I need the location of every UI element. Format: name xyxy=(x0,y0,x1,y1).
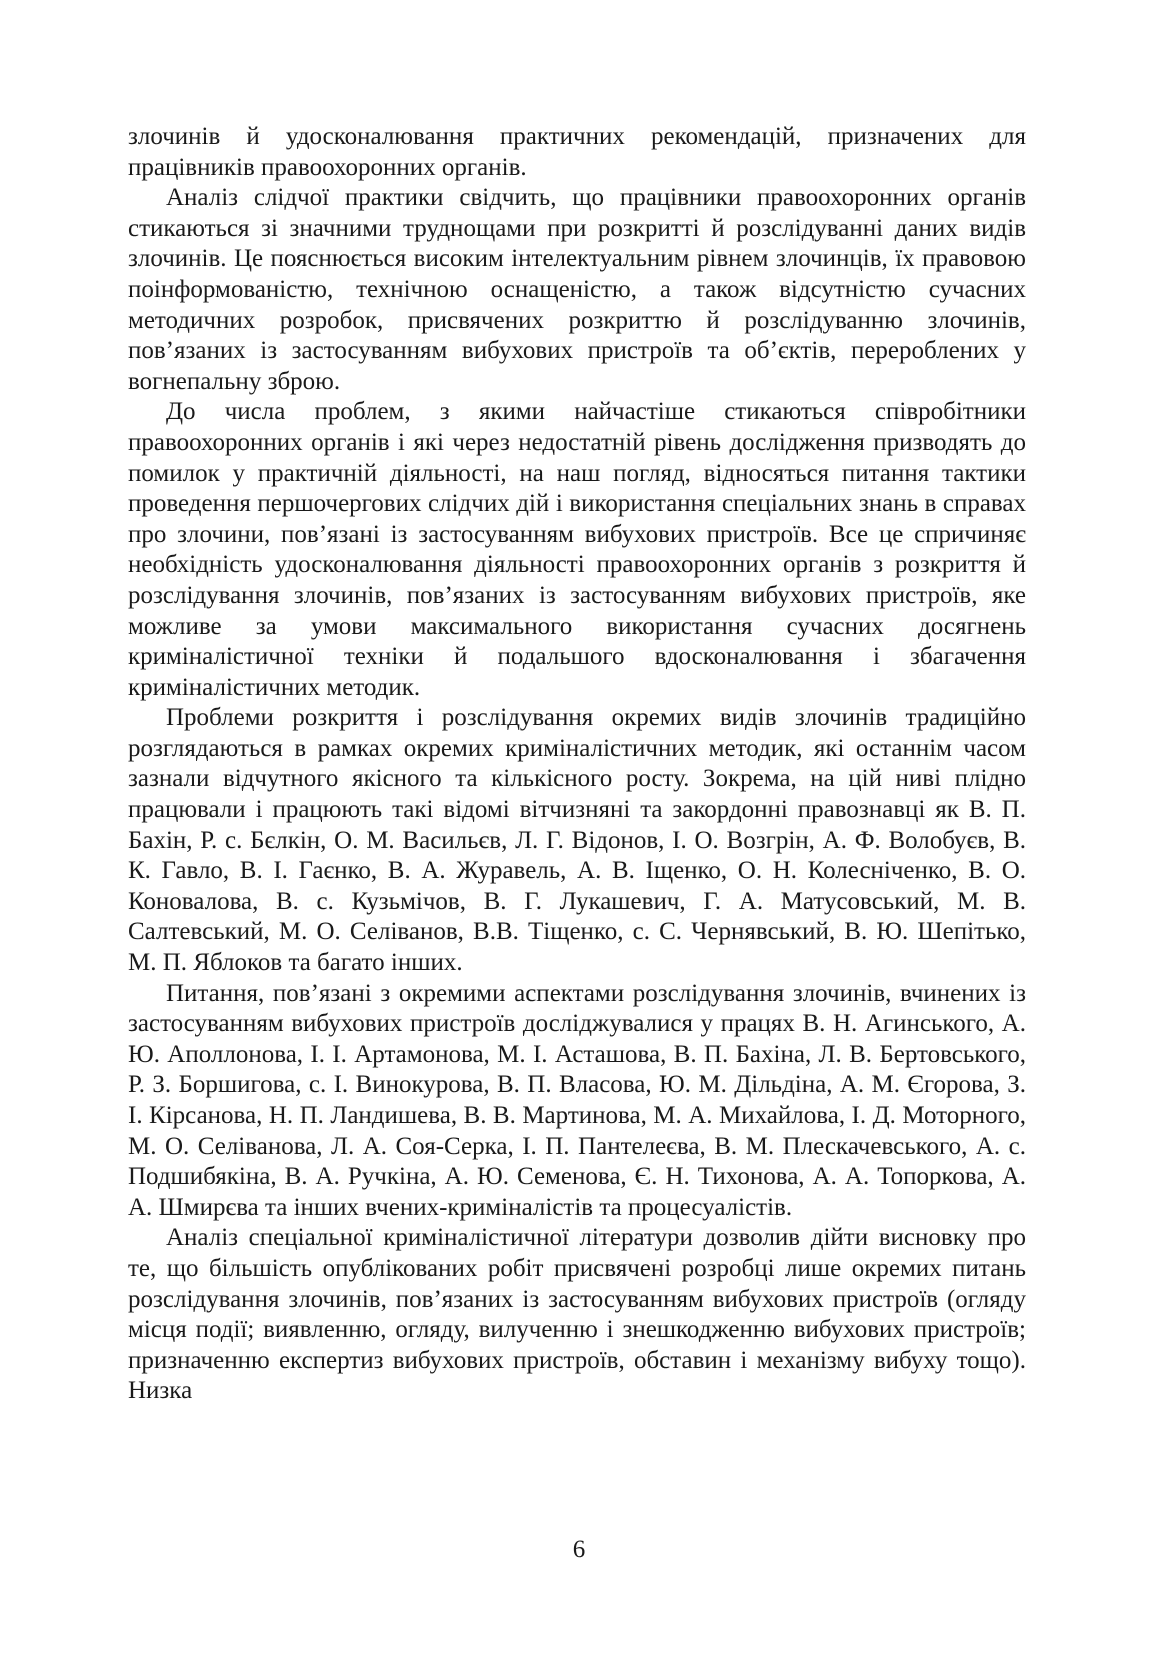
paragraph-practice-analysis: Аналіз слідчої практики свідчить, що працівники правоохоронних органів стикаються зі значними труднощами при розкритті й розслідуванні даних видів злочинів. Це пояснюється високим інтелектуальним рівнем злочинців, їх правовою поінформованістю, технічною оснащеністю, а також відсутністю сучасних методичних розробок, присвячених розкриттю й розслідуванню злочинів, пов’язаних із застосуванням вибухових пристроїв та об’єктів, перероблених у вогнепальну зброю. xyxy=(128,184,1026,395)
paragraph-continuation: злочинів й удосконалювання практичних рекомендацій, призначених для працівників правоохоронних органів. xyxy=(128,123,1026,181)
page-number: 6 xyxy=(572,1536,586,1563)
paragraph-problems: До числа проблем, з якими найчастіше стикаються співробітники правоохоронних органів і які через недостатній рівень дослідження призводять до помилок у практичній діяльності, на наш погляд, відносяться питання тактики проведення першочергових слідчих дій і використання спеціальних знань в справах про злочини, пов’язані із застосуванням вибухових пристроїв. Все це спричиняє необхідність удосконалювання діяльності правоохоронних органів з розкриття й розслідування злочинів, пов’язаних із застосуванням вибухових пристроїв, яке можливе за умови максимального використання сучасних досягнень криміналістичної техніки й подальшого вдосконалювання і збагачення криміналістичних методик. xyxy=(128,398,1026,701)
paragraph-researchers: Питання, пов’язані з окремими аспектами розслідування злочинів, вчинених із застосуванням вибухових пристроїв досліджувалися у працях В. Н. Агинського, А. Ю. Аполлонова, І. І. Артамонова, М. І. Асташова, В. П. Бахіна, Л. В. Бертовського, Р. З. Боршигова, с. І. Винокурова, В. П. Власова, Ю. М. Дільдіна, А. М. Єгорова, З. І. Кірсанова, Н. П. Ландишева, В. В. Мартинова, М. А. Михайлова, І. Д. Моторного, М. О. Селіванова, Л. А. Соя-Серка, І. П. Пантелеєва, В. М. Плескачевського, А. с. Подшибякіна, В. А. Ручкіна, А. Ю. Семенова, Є. Н. Тихонова, А. А. Топоркова, А. А. Шмирєва та інших вчених-криміналістів та процесуалістів. xyxy=(128,979,1026,1221)
paragraph-literature-analysis: Аналіз спеціальної криміналістичної літератури дозволив дійти висновку про те, що більшість опублікованих робіт присвячені розробці лише окремих питань розслідування злочинів, пов’язаних із застосуванням вибухових пристроїв (огляду місця події; виявленню, огляду, вилученню і знешкодженню вибухових пристроїв; призначенню експертиз вибухових пристроїв, обставин і механізму вибуху тощо). Низка xyxy=(128,1224,1026,1405)
body-text xyxy=(128,122,1026,1407)
paragraph-methods-scholars: Проблеми розкриття і розслідування окремих видів злочинів традиційно розглядаються в рамках окремих криміналістичних методик, які останнім часом зазнали відчутного якісного та кількісного росту. Зокрема, на цій ниві плідно працювали і працюють такі відомі вітчизняні та закордонні правознавці як В. П. Бахін, Р. с. Бєлкін, О. М. Васильєв, Л. Г. Відонов, І. О. Возгрін, А. Ф. Волобуєв, В. К. Гавло, В. І. Гаєнко, В. А. Журавель, А. В. Іщенко, О. Н. Колесніченко, В. О. Коновалова, В. с. Кузьмічов, В. Г. Лукашевич, Г. А. Матусовський, М. В. Салтевський, М. О. Селіванов, В.В. Тіщенко, с. С. Чернявський, В. Ю. Шепітько, М. П. Яблоков та багато інших. xyxy=(128,704,1026,977)
